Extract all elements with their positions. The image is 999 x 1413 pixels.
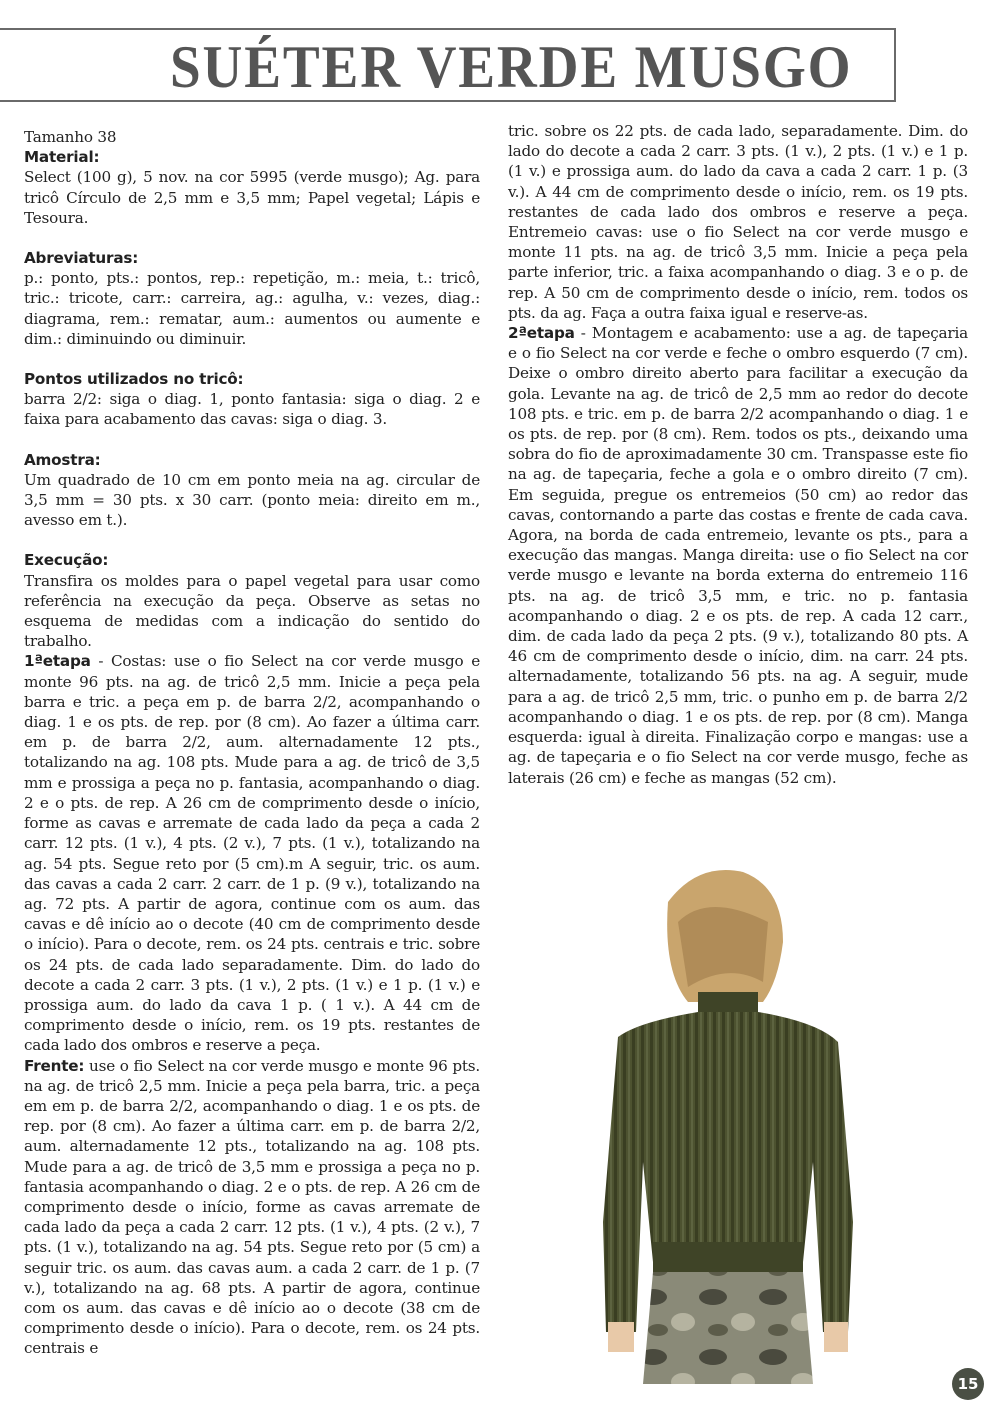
step1-text: - Costas: use o fio Select na cor verde musgo e monte 96 pts. na ag. de tricô 2,5 mm. Inicie a peça pela barra e tric. a peça em p. de barra 2/2, acompanhando o diag. 1 e os pts. de rep. por (8 cm). Ao fazer a última carr. em p. de barra 2/2, aum. alternadamente 12 pts., totalizando na ag. 108 pts. Mude para a ag. de tricô de 3,5 mm e prossiga a peça no p. fantasia, acompanhando o diag. 2 e o pts. de rep. A 26 cm de comprimento desde o início, forme as cavas e arremate de cada lado da peça a cada 2 carr. 12 pts. (1 v.), 4 pts. (2 v.), 7 pts. (1 v.), totalizando na ag. 54 pts. Segue reto por (5 cm).m A seguir, tric. os aum. das cavas a cada 2 carr. 2 carr. de 1 p. (9 v.), totalizando na ag. 72 pts. A partir de agora, continue com os aum. das cavas e dê início ao o decote (40 cm de comprimento desde o início). Para o decote, rem. os 24 pts. centrais e tric. sobre os 24 pts. de cada lado separadamente. Dim. do lado do decote a cada 2 carr. 3 pts. (1 v.), 2 pts. (1 v.) e 1 p. (1 v.) e prossiga aum. do lado da cava 1 p. ( 1 v.). A 44 cm de comprimento desde o início, rem. os 19 pts. restantes de cada lado dos ombros e reserve a peça.	[24, 652, 480, 1055]
front-label: Frente:	[24, 1056, 85, 1075]
execution-intro: Transfira os moldes para o papel vegetal para usar como referência na execução da peça. Observe as setas no esquema de medidas com a indicação do sentido do trabalho.	[24, 571, 480, 651]
page-number-badge: 15	[952, 1368, 984, 1400]
stitches-text: barra 2/2: siga o diag. 1, ponto fantasia: siga o diag. 2 e faixa para acabamento das cavas: siga o diag. 3.	[24, 390, 480, 429]
front-continued-text: tric. sobre os 22 pts. de cada lado, separadamente. Dim. do lado do decote a cada 2 carr. 3 pts. (1 v.), 2 pts. (1 v.) e 1 p. (1 v.) e prossiga aum. do lado da cava a cada 2 carr. 1 p. (3 v.). A 44 cm de comprimento desde o início, rem. os 19 pts. restantes de cada lado dos ombros e reserve a peça. Entremeio cavas: use o fio Select na cor verde musgo e monte 11 pts. na ag. de tricô 3,5 mm. Inicie a peça pela parte inferior, tric. a faixa acompanhando o diag. 3 e o p. de rep. A 50 cm de comprimento desde o início, rem. todos os pts. da ag. Faça a outra faixa igual e reserve-as.	[508, 122, 968, 322]
step1-paragraph	[24, 651, 480, 1055]
step2-paragraph	[508, 323, 968, 788]
material-text: Select (100 g), 5 nov. na cor 5995 (verde musgo); Ag. para tricô Círculo de 2,5 mm e 3,5 mm; Papel vegetal; Lápis e Tesoura.	[24, 168, 480, 227]
stitches-heading: Pontos utilizados no tricô:	[24, 370, 244, 389]
step1-label: 1ªetapa	[24, 652, 91, 671]
material-heading: Material:	[24, 148, 100, 167]
sample-heading: Amostra:	[24, 450, 101, 469]
step2-text: - Montagem e acabamento: use a ag. de tapeçaria e o fio Select na cor verde e feche o ombro esquerdo (7 cm). Deixe o ombro direito aberto para facilitar a execução da gola. Levante na ag. de tricô de 2,5 mm ao redor do decote 108 pts. e tric. em p. de barra 2/2 acompanhando o diag. 1 e os pts. de rep. por (8 cm). Rem. todos os pts., deixando uma sobra do fio de aproximadamente 30 cm. Transpasse este fio na ag. de tapeçaria, feche a gola e o ombro direito (7 cm). Em seguida, pregue os entremeios (50 cm) ao redor das cavas, contornando a parte das costas e frente de cada cava. Agora, na borda de cada entremeio, levante os pts., para a execução das mangas. Manga direita: use o fio Select na cor verde musgo e levante na borda externa do entremeio 116 pts. na ag. de tricô 3,5 mm, e tric. no p. fantasia acompanhando o diag. 2 e os pts. de rep. A cada 12 carr., dim. de cada lado da peça 2 pts. (9 v.), totalizando 80 pts. A 46 cm de comprimento desde o início, dim. na carr. 24 pts. alternadamente, totalizando 56 pts. na ag. A seguir, mude para a ag. de tricô 2,5 mm, tric. o punho em p. de barra 2/2 acompanhando o diag. 1 e os pts. de rep. por (8 cm). Manga esquerda: igual à direita. Finalização corpo e mangas: use a ag. de tapeçaria e o fio Select na cor verde musgo, feche as laterais (26 cm) e feche as mangas (52 cm).	[508, 324, 968, 787]
size-text: Tamanho 38	[24, 128, 117, 146]
abbreviations-text: p.: ponto, pts.: pontos, rep.: repetição, m.: meia, t.: tricô, tric.: tricote, carr.: carreira, ag.: agulha, v.: vezes, diag.: diagrama, rem.: rematar, aum.: aumentos ou aumente e dim.: diminuindo ou diminuir.	[24, 269, 480, 348]
execution-heading: Execução:	[24, 551, 109, 570]
front-paragraph	[24, 1056, 480, 1359]
abbreviations-heading: Abreviaturas:	[24, 249, 139, 268]
front-text: use o fio Select na cor verde musgo e monte 96 pts. na ag. de tricô 2,5 mm. Inicie a peça pela barra, tric. a peça em em p. de barra 2/2, acompanhando o diag. 1 e os pts. de rep. por (8 cm). Ao fazer a última carr. em p. de barra 2/2, aum. alternadamente 12 pts., totalizando na ag. 108 pts. Mude para a ag. de tricô de 3,5 mm e prossiga a peça no p. fantasia acompanhando o diag. 2 e o pts. de rep. A 26 cm de comprimento desde o início, forme as cavas arremate de cada lado da peça a cada 2 carr. 12 pts. (1 v.), 4 pts. (2 v.), 7 pts. (1 v.), totalizando na ag. 54 pts. Segue reto por (5 cm) a seguir tric. os aum. das cavas aum. a cada 2 carr. de 1 p. (7 v.), totalizando na ag. 68 pts. A partir de agora, continue com os aum. das cavas e dê início ao o decote (38 cm de comprimento desde o início). Para o decote, rem. os 24 pts. centrais e	[24, 1056, 480, 1358]
sweater-photo	[578, 862, 878, 1384]
model-back-view-image	[578, 862, 878, 1384]
step2-label: 2ªetapa	[508, 324, 575, 343]
right-column	[508, 121, 968, 788]
sample-text: Um quadrado de 10 cm em ponto meia na ag. circular de 3,5 mm = 30 pts. x 30 carr. (ponto meia: direito em m., avesso em t.).	[24, 470, 480, 530]
page-title: SUÉTER VERDE MUSGO	[170, 34, 853, 100]
left-column	[24, 127, 480, 1359]
